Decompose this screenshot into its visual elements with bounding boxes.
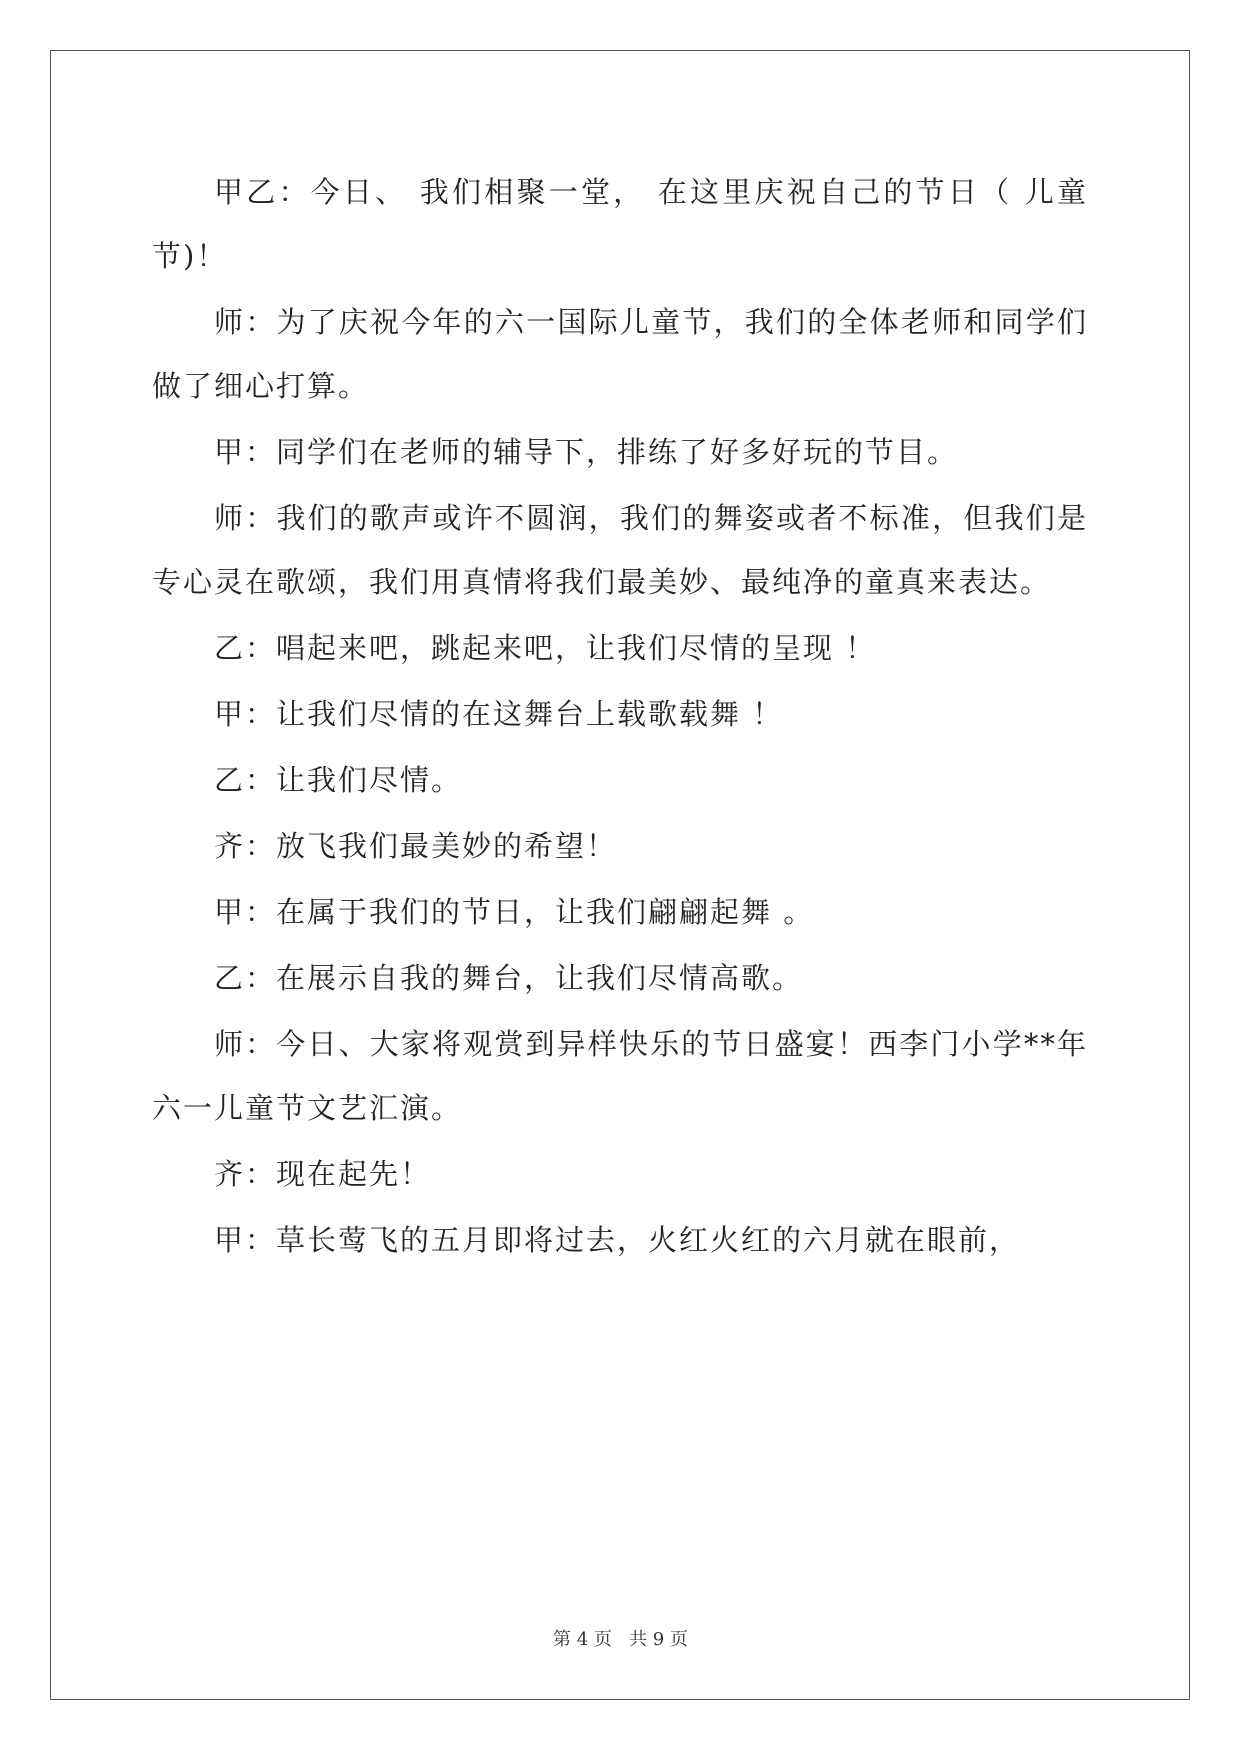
page-footer xyxy=(0,1625,1241,1651)
paragraph: 甲：同学们在老师的辅导下，排练了好多好玩的节目。 xyxy=(214,435,959,469)
page-total: 共 9 页 xyxy=(629,1629,688,1650)
paragraph: 乙：在展示自我的舞台，让我们尽情高歌。 xyxy=(214,961,804,995)
paragraph: 甲：让我们尽情的在这舞台上载歌载舞 ！ xyxy=(214,697,784,731)
footer-spacer xyxy=(612,1629,629,1650)
paragraph: 甲：在属于我们的节日，让我们翩翩起舞 。 xyxy=(214,895,815,929)
paragraph: 乙：唱起来吧，跳起来吧，让我们尽情的呈现 ！ xyxy=(214,631,877,665)
paragraph: 甲：草长莺飞的五月即将过去，火红火红的六月就在眼前， xyxy=(214,1223,1021,1257)
paragraph: 甲乙：今日、 我们相聚一堂， 在这里庆祝自己的节日（ 儿童节)！ xyxy=(152,175,1088,273)
paragraph: 乙：让我们尽情。 xyxy=(214,763,463,797)
paragraph: 师：为了庆祝今年的六一国际儿童节，我们的全体老师和同学们做了细心打算。 xyxy=(152,305,1088,403)
page-number: 第 4 页 xyxy=(553,1629,612,1650)
paragraph: 师：今日、大家将观赏到异样快乐的节日盛宴！西李门小学**年六一儿童节文艺汇演。 xyxy=(152,1027,1088,1125)
document-body xyxy=(152,160,1088,1272)
paragraph: 师：我们的歌声或许不圆润，我们的舞姿或者不标准，但我们是专心灵在歌颂，我们用真情将我们最美妙、最纯净的童真来表达。 xyxy=(152,501,1088,599)
paragraph: 齐：现在起先！ xyxy=(214,1157,432,1191)
paragraph: 齐：放飞我们最美妙的希望！ xyxy=(214,829,618,863)
